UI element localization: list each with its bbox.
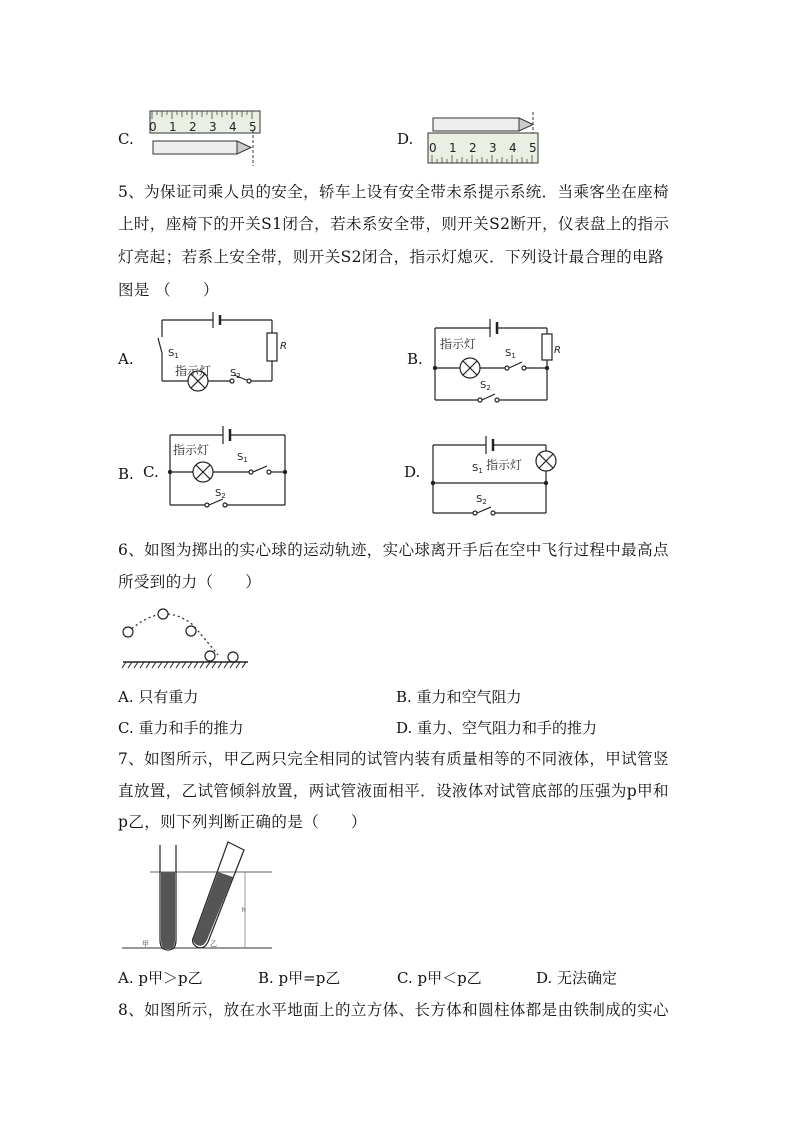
q7-text-line3: p乙，则下列判断正确的是（ ） — [118, 813, 367, 831]
q7-option-d: D. 无法确定 — [536, 969, 618, 987]
q7-test-tubes-figure — [120, 840, 280, 955]
q5-option-b-label: B. — [407, 350, 423, 368]
ruler-figure-c — [145, 108, 275, 170]
q7-option-a: A. p甲＞p乙 — [118, 969, 203, 987]
q5-circuit-a — [150, 305, 290, 405]
ruler-figure-d — [425, 110, 545, 166]
tick-4: 4 — [509, 141, 517, 155]
q5-option-c-label: C. — [143, 463, 159, 481]
svg-text:指示灯: 指示灯 — [173, 443, 210, 457]
q6-text-line1: 6、如图为掷出的实心球的运动轨迹，实心球离开手后在空中飞行过程中最高点 — [118, 541, 669, 559]
tick-3: 3 — [489, 141, 497, 155]
svg-text:S2: $S_2$ — [476, 494, 487, 506]
svg-text:指示灯: 指示灯 — [440, 337, 477, 351]
svg-text:R: R — [280, 341, 287, 352]
q8-text-line1: 8、如图所示，放在水平地面上的立方体、长方体和圆柱体都是由铁制成的实心 — [118, 1001, 669, 1019]
tick-0: 0 — [429, 141, 437, 155]
q7-option-c: C. p甲＜p乙 — [397, 969, 482, 987]
svg-text:S1: $S_1$ — [505, 348, 516, 360]
tick-0: 0 — [149, 120, 157, 134]
svg-text:R: R — [554, 345, 561, 356]
option-d-label: D. — [397, 130, 414, 148]
option-c-label: C. — [118, 130, 134, 148]
svg-text:S2: $S_2$ — [480, 380, 491, 392]
tick-2: 2 — [189, 120, 197, 134]
tick-5: 5 — [529, 141, 537, 155]
svg-text:S2: $S_2$ — [215, 488, 226, 500]
q7-text-line1: 7、如图所示，甲乙两只完全相同的试管内装有质量相等的不同液体，甲试管竖 — [118, 750, 669, 768]
svg-text:S1: $S_1$ — [168, 348, 179, 360]
q5-option-d-label: D. — [404, 463, 421, 481]
tick-5: 5 — [249, 120, 257, 134]
q5-text-line2: 上时，座椅下的开关S1闭合，若未系安全带，则开关S2断开，仪表盘上的指示 — [118, 215, 670, 233]
svg-text:h: h — [242, 907, 246, 914]
q5-circuit-d — [428, 425, 563, 525]
q5-option-a-label: A. — [118, 350, 134, 368]
q5-option-b2-label: B. — [118, 465, 134, 483]
svg-text:S1: $S_1$ — [472, 463, 483, 475]
q5-text-line4: 图是 （ ） — [118, 281, 219, 299]
svg-text:甲: 甲 — [142, 940, 149, 948]
svg-text:乙: 乙 — [210, 940, 217, 948]
q7-option-b: B. p甲=p乙 — [258, 969, 341, 987]
lamp-label: 指示灯 — [175, 364, 212, 378]
q7-text-line2: 直放置，乙试管倾斜放置，两试管液面相平．设液体对试管底部的压强为p甲和 — [118, 782, 669, 800]
tick-2: 2 — [469, 141, 477, 155]
q5-circuit-c — [165, 420, 295, 520]
svg-text:指示灯: 指示灯 — [486, 458, 523, 472]
tick-1: 1 — [449, 141, 457, 155]
q5-circuit-b — [430, 310, 570, 410]
q5-text-line3: 灯亮起；若系上安全带，则开关S2闭合，指示灯熄灭．下列设计最合理的电路 — [118, 248, 664, 266]
q5-text-line1: 5、为保证司乘人员的安全，轿车上设有安全带未系提示系统．当乘客坐在座椅 — [118, 183, 669, 201]
svg-text:S1: $S_1$ — [237, 452, 248, 464]
q6-text-line2: 所受到的力（ ） — [118, 573, 262, 591]
tick-1: 1 — [169, 120, 177, 134]
q6-option-a: A. 只有重力 — [118, 688, 199, 706]
tick-3: 3 — [209, 120, 217, 134]
q6-option-b: B. 重力和空气阻力 — [396, 688, 522, 706]
svg-text:S2: $S_2$ — [230, 368, 241, 380]
q6-trajectory-figure — [118, 600, 250, 672]
q6-option-d: D. 重力、空气阻力和手的推力 — [396, 719, 598, 737]
q6-option-c: C. 重力和手的推力 — [118, 719, 244, 737]
tick-4: 4 — [229, 120, 237, 134]
